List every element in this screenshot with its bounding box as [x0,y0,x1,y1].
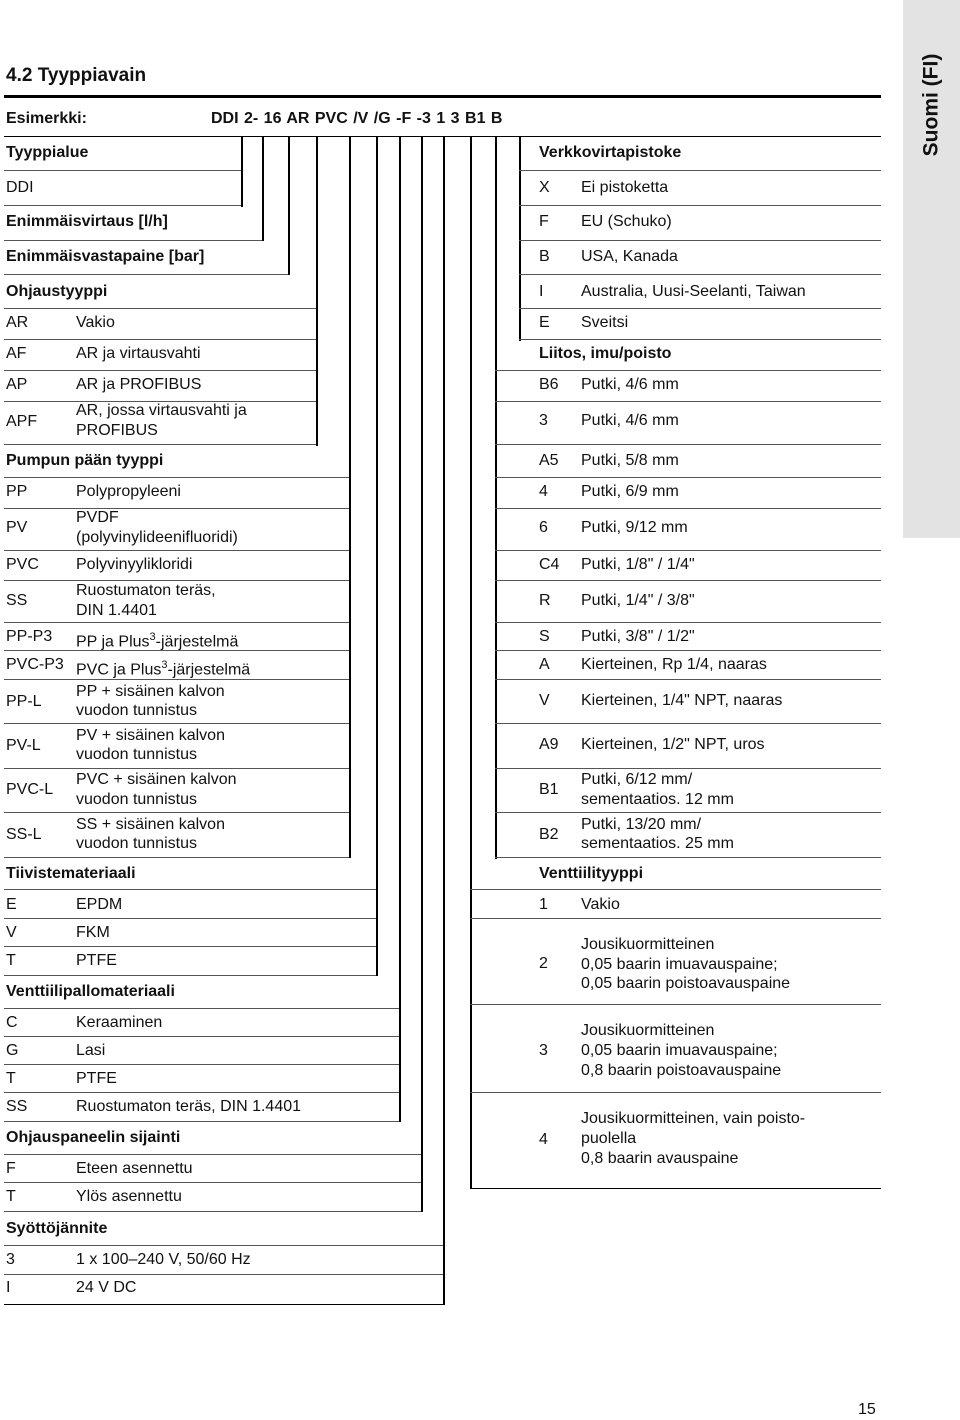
row-divider [519,274,881,275]
liitos-code-s: S [539,628,550,645]
pumpun-text-pv: PVDF [76,509,119,526]
bracket-line-liitos [495,137,497,859]
pumpun-text-pvc-p3 [76,655,250,680]
tiivistemateriaali-title: Tiivistemateriaali [6,865,136,882]
pistoke-code-x: X [539,179,550,196]
liitos-text-b1: Putki, 6/12 mm/ [581,771,693,788]
pistoke-code-b: B [539,248,550,265]
venttiili-text-1: Vakio [581,896,620,913]
row-divider [4,857,350,858]
row-divider [4,1036,400,1037]
bracket-line-ohjaustyyppi [316,137,318,446]
pumpun-text-ss-l: SS + sisäinen kalvon [76,816,225,833]
tyyppialue-value: DDI [6,179,34,196]
tiiviste-code-t: T [6,952,16,969]
liitos-code-b6: B6 [539,376,559,393]
bracket-line-jannite [443,137,445,1305]
pumpun-text-pp-p3 [76,627,238,652]
row-divider [4,308,317,309]
pp-p3-sup: 3 [149,631,156,643]
bracket-line-pallo [399,137,401,1122]
ohjaustyyppi-text-apf: AR, jossa virtausvahti ja [76,402,247,419]
row-divider [495,444,881,445]
liitos-code-a9: A9 [539,736,559,753]
row-divider [470,1092,881,1093]
row-divider [4,370,317,371]
verkkovirtapistoke-title: Verkkovirtapistoke [539,144,682,161]
row-divider [495,812,881,813]
row-divider [4,1008,400,1009]
enimmaisvastapaine-title: Enimmäisvastapaine [bar] [6,248,205,265]
liitos-text-r: Putki, 1/4" / 3/8" [581,592,695,609]
row-divider [4,274,289,275]
pistoke-text-b: USA, Kanada [581,248,678,265]
bracket-line-pistoke [519,137,521,341]
row-divider [4,1245,444,1246]
pumpun-code-pvc-l: PVC-L [6,781,54,798]
paneeli-code-f: F [6,1160,16,1177]
jannite-code-i: I [6,1279,11,1296]
tiiviste-text-t: PTFE [76,952,117,969]
tiiviste-text-v: FKM [76,924,110,941]
liitos-text-v: Kierteinen, 1/4" NPT, naaras [581,692,783,709]
row-divider [495,622,881,623]
row-divider [4,477,350,478]
pallo-code-c: C [6,1014,18,1031]
pumpun-text-pv-2: (polyvinylideenifluoridi) [76,529,238,546]
venttiilipallomateriaali-title: Venttiilipallomateriaali [6,983,175,1000]
row-divider [519,170,881,171]
liitos-code-6: 6 [539,519,548,536]
row-divider [4,622,350,623]
paneeli-text-t: Ylös asennettu [76,1188,182,1205]
row-divider [495,477,881,478]
tiiviste-code-e: E [6,896,17,913]
pistoke-code-i: I [539,283,544,300]
pallo-text-g: Lasi [76,1042,106,1059]
row-divider [4,1274,444,1275]
liitos-code-c4: C4 [539,556,560,573]
ohjaustyyppi-text-af: AR ja virtausvahti [76,345,201,362]
pumpun-text-pp: Polypropyleeni [76,483,181,500]
bracket-line-virtaus [262,137,264,241]
jannite-text-i: 24 V DC [76,1279,137,1296]
venttiilityyppi-title: Venttiilityyppi [539,865,644,882]
pumpun-text-pv-l: PV + sisäinen kalvon [76,727,225,744]
venttiili-text-4-2: puolella [581,1130,637,1147]
row-divider [4,1211,422,1212]
heading-rule [4,95,881,98]
liitos-code-b2: B2 [539,826,559,843]
row-divider [4,339,317,340]
liitos-code-4: 4 [539,483,548,500]
liitos-code-a5: A5 [539,452,559,469]
pumpun-code-pp: PP [6,483,28,500]
liitos-text-b6: Putki, 4/6 mm [581,376,679,393]
row-divider [4,1092,400,1093]
pumpun-text-pvc-l: PVC + sisäinen kalvon [76,771,237,788]
pumpun-text-pp-l: PP + sisäinen kalvon [76,683,225,700]
section-heading: 4.2 Tyyppiavain [6,65,147,86]
row-divider [4,508,350,509]
liitos-code-b1: B1 [539,781,559,798]
paneeli-code-t: T [6,1188,16,1205]
venttiili-code-1: 1 [539,896,548,913]
row-divider [495,723,881,724]
pallo-code-ss: SS [6,1098,28,1115]
ohjaustyyppi-code-af: AF [6,345,27,362]
pumpun-code-pv-l: PV-L [6,737,41,754]
liitos-text-b1-2: sementaatios. 12 mm [581,791,734,808]
pumpun-text-pp-l-2: vuodon tunnistus [76,702,197,719]
pistoke-code-e: E [539,314,550,331]
row-divider [4,205,241,206]
ohjaustyyppi-text-ap: AR ja PROFIBUS [76,376,202,393]
pallo-code-t: T [6,1070,16,1087]
language-tab-label: Suomi (FI) [919,53,942,157]
bracket-line-venttiilityyppi [470,137,472,1189]
venttiili-text-4-3: 0,8 baarin avauspaine [581,1150,739,1167]
tiiviste-text-e: EPDM [76,896,123,913]
pumpun-text-pvc-l-2: vuodon tunnistus [76,791,197,808]
paneeli-text-f: Eteen asennettu [76,1160,193,1177]
pp-p3-main: PP ja Plus [76,633,150,651]
venttiili-text-2-3: 0,05 baarin poistoavauspaine [581,975,791,992]
venttiili-code-2: 2 [539,955,548,972]
row-divider [4,946,377,947]
liitos-code-v: V [539,692,550,709]
liitos-title: Liitos, imu/poisto [539,345,672,362]
liitos-text-a: Kierteinen, Rp 1/4, naaras [581,656,767,673]
pumpun-text-ss-2: DIN 1.4401 [76,602,157,619]
liitos-text-s: Putki, 3/8" / 1/2" [581,628,695,645]
liitos-text-a5: Putki, 5/8 mm [581,452,679,469]
bracket-line-vastapaine [288,137,290,275]
row-divider [4,1121,400,1122]
row-divider [495,768,881,769]
row-divider [519,339,881,340]
row-divider [4,650,350,651]
bracket-line-tyyppialue [241,137,243,207]
row-divider [495,401,881,402]
jannite-text-3: 1 x 100–240 V, 50/60 Hz [76,1251,251,1268]
row-divider [4,170,241,171]
pumpun-code-ss-l: SS-L [6,826,42,843]
bracket-bottom-venttiilityyppi [470,1188,881,1189]
liitos-text-3: Putki, 4/6 mm [581,412,679,429]
pvc-p3-sup: 3 [161,659,168,671]
jannite-code-3: 3 [6,1251,15,1268]
row-divider [4,444,317,445]
liitos-text-c4: Putki, 1/8" / 1/4" [581,556,695,573]
pistoke-code-f: F [539,213,549,230]
ohjaustyyppi-title: Ohjaustyyppi [6,283,108,300]
row-divider [4,812,350,813]
ohjaustyyppi-code-ar: AR [6,314,29,331]
row-divider [4,1154,422,1155]
pistoke-text-e: Sveitsi [581,314,629,331]
pumpun-code-pp-l: PP-L [6,693,42,710]
enimmaisvirtaus-title: Enimmäisvirtaus [l/h] [6,213,168,230]
row-divider [4,240,263,241]
liitos-code-r: R [539,592,551,609]
liitos-code-a: A [539,656,550,673]
row-divider [4,679,350,680]
bracket-line-paneeli [421,137,423,1212]
row-divider [495,857,881,858]
venttiili-text-2-2: 0,05 baarin imuavauspaine; [581,956,778,973]
row-divider [4,975,377,976]
row-divider [4,889,377,890]
row-divider [4,768,350,769]
liitos-code-3: 3 [539,412,548,429]
pallo-text-t: PTFE [76,1070,117,1087]
pumpun-code-pv: PV [6,519,28,536]
pumpun-code-pvc-p3: PVC-P3 [6,656,64,673]
liitos-text-b2: Putki, 13/20 mm/ [581,816,702,833]
example-code: DDI 2- 16 AR PVC /V /G -F -3 1 3 B1 B [211,110,503,127]
pistoke-text-f: EU (Schuko) [581,213,672,230]
row-divider [4,723,350,724]
pumpun-code-pp-p3: PP-P3 [6,628,53,645]
liitos-text-b2-2: sementaatios. 25 mm [581,835,734,852]
pumpun-code-pvc: PVC [6,556,39,573]
row-divider [495,370,881,371]
tiiviste-code-v: V [6,924,17,941]
row-divider [4,918,377,919]
venttiili-code-3: 3 [539,1042,548,1059]
liitos-text-6: Putki, 9/12 mm [581,519,688,536]
row-divider [470,1004,881,1005]
row-divider [495,679,881,680]
pumpun-code-ss: SS [6,592,28,609]
pp-p3-after: -järjestelmä [155,633,239,651]
row-divider [4,1064,400,1065]
row-divider [470,889,881,890]
liitos-text-4: Putki, 6/9 mm [581,483,679,500]
pvc-p3-main: PVC ja Plus [76,661,162,679]
syottojannite-title: Syöttöjännite [6,1220,108,1237]
ohjaustyyppi-code-ap: AP [6,376,28,393]
ohjaustyyppi-code-apf: APF [6,413,38,430]
pallo-text-c: Keraaminen [76,1014,163,1031]
row-divider [4,1182,422,1183]
pistoke-text-i: Australia, Uusi-Seelanti, Taiwan [581,283,806,300]
ohjaustyyppi-text-ar: Vakio [76,314,115,331]
venttiili-text-4: Jousikuormitteinen, vain poisto- [581,1110,806,1127]
row-divider [495,550,881,551]
pallo-code-g: G [6,1042,19,1059]
row-divider [4,550,350,551]
ohjauspaneelin-sijainti-title: Ohjauspaneelin sijainti [6,1129,181,1146]
row-divider [519,308,881,309]
pumpun-text-ss: Ruostumaton teräs, [76,582,216,599]
row-divider [519,205,881,206]
row-divider [495,580,881,581]
venttiili-text-2: Jousikuormitteinen [581,936,715,953]
pumpun-text-pv-l-2: vuodon tunnistus [76,746,197,763]
row-divider [495,650,881,651]
bracket-line-pumpun-paa [349,137,351,858]
liitos-text-a9: Kierteinen, 1/2" NPT, uros [581,736,765,753]
pvc-p3-after: -järjestelmä [167,661,251,679]
example-label: Esimerkki: [6,110,87,127]
pistoke-text-x: Ei pistoketta [581,179,669,196]
pumpun-text-ss-l-2: vuodon tunnistus [76,835,197,852]
bracket-bottom-jannite [4,1304,445,1305]
pallo-text-ss: Ruostumaton teräs, DIN 1.4401 [76,1098,302,1115]
tyyppialue-title: Tyyppialue [6,144,89,161]
venttiili-text-3-2: 0,05 baarin imuavauspaine; [581,1042,778,1059]
pumpun-text-pvc: Polyvinyylikloridi [76,556,193,573]
venttiili-text-3-3: 0,8 baarin poistoavauspaine [581,1062,782,1079]
venttiili-code-4: 4 [539,1131,548,1148]
pumpun-paan-tyyppi-title: Pumpun pään tyyppi [6,452,164,469]
language-side-tab [903,0,960,538]
row-divider [495,508,881,509]
page-number: 15 [858,1401,876,1418]
bracket-line-tiiviste [376,137,378,976]
ohjaustyyppi-text-apf-2: PROFIBUS [76,422,158,439]
row-divider [519,240,881,241]
venttiili-text-3: Jousikuormitteinen [581,1022,715,1039]
row-divider [470,918,881,919]
